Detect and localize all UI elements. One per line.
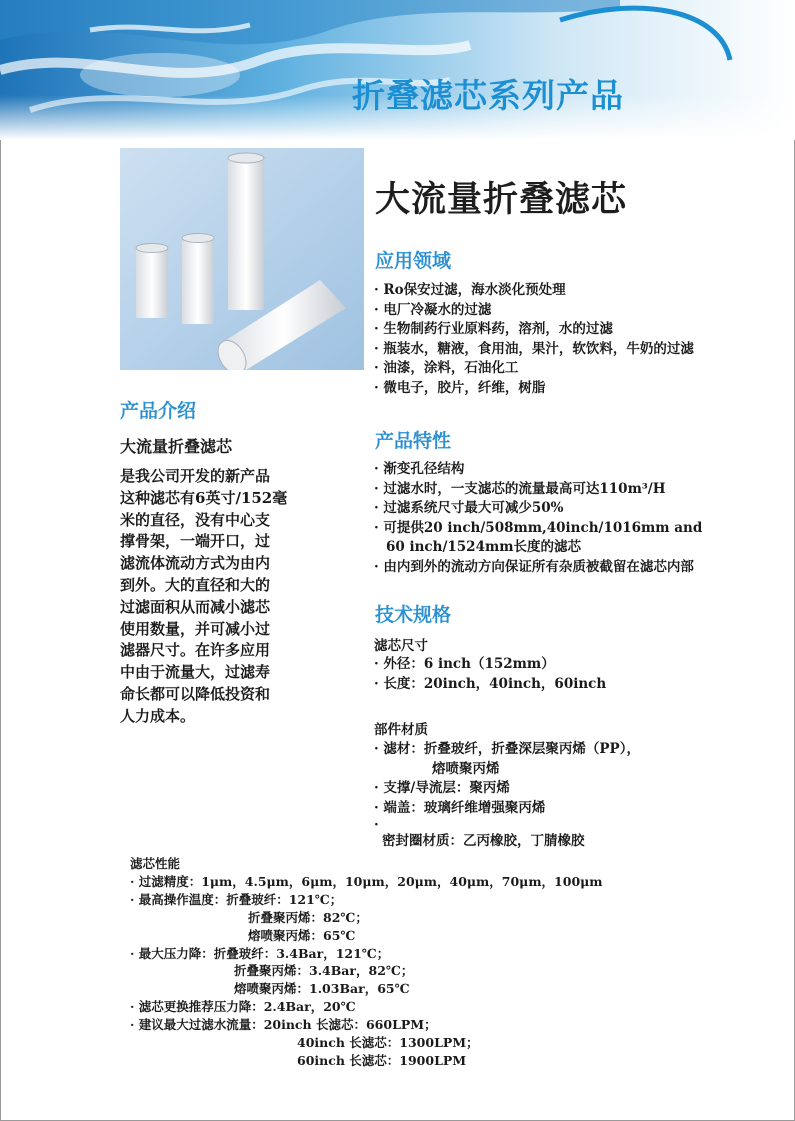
performance-heading: 滤芯性能 [130, 856, 181, 871]
size-heading: 滤芯尺寸 [374, 638, 428, 654]
intro-line: 滤流体流动方式为由内 [120, 554, 271, 573]
list-item: · 由内到外的流动方向保证所有杂质被截留在滤芯内部 [374, 558, 694, 575]
temp-row: · 最高操作温度：折叠玻纤：121℃； [130, 891, 343, 907]
product-title: 大流量折叠滤芯 [375, 179, 628, 220]
list-item: · 滤材：折叠玻纤，折叠深层聚丙烯（PP）， [374, 741, 640, 757]
material-heading: 部件材质 [374, 722, 428, 738]
filter-cartridge-medium-icon [182, 234, 214, 325]
performance-section [130, 855, 603, 1070]
temp-row: 熔喷聚丙烯：65℃ [248, 927, 356, 943]
list-item: · 瓶装水，糖液，食用油，果汁，软饮料，牛奶的过滤 [374, 340, 694, 357]
features-heading: 产品特性 [375, 430, 452, 452]
list-item: · 外径：6 inch（152mm） [374, 656, 555, 672]
list-item: 60 inch/1524mm长度的滤芯 [386, 539, 582, 555]
precision-row: · 过滤精度：1μm，4.5μm，6μm，10μm，20μm，40μm，70μm，100μm [130, 873, 603, 889]
brand-title: 折叠滤芯系列产品 [352, 76, 624, 115]
list-item: · 油漆，涂料，石油化工 [374, 360, 519, 376]
list-item: 密封圈材质：乙丙橡胶，丁腈橡胶 [382, 833, 585, 849]
list-item: · 过滤系统尺寸最大可减少50% [374, 500, 564, 516]
application-heading: 应用领域 [375, 250, 452, 272]
list-item: · 微电子，胶片，纤维，树脂 [374, 379, 546, 396]
intro-line: 滤器尺寸。在许多应用 [120, 641, 271, 660]
filter-cartridge-tall-icon [228, 153, 264, 310]
pressure-row: 熔喷聚丙烯：1.03Bar，65℃ [234, 981, 410, 997]
intro-line: 命长都可以降低投资和 [120, 684, 271, 703]
size-list [374, 655, 606, 694]
application-list [374, 281, 694, 398]
list-item: · Ro保安过滤，海水淡化预处理 [374, 282, 566, 298]
pressure-row: · 最大压力降：折叠玻纤：3.4Bar，121℃； [130, 945, 390, 961]
list-item: · 端盖：玻璃纤维增强聚丙烯 [374, 799, 546, 816]
list-item: · 支撑/导流层：聚丙烯 [374, 780, 510, 796]
intro-line: 到外。大的直径和大的 [120, 575, 271, 594]
list-item: · 渐变孔径结构 [374, 461, 465, 477]
flow-row: · 建议最大过滤水流量：20inch 长滤芯：660LPM； [130, 1017, 437, 1033]
change-row: · 滤芯更换推荐压力降：2.4Bar，20℃ [130, 999, 356, 1015]
intro-line: 人力成本。 [120, 706, 196, 725]
header-banner [0, 0, 795, 140]
list-item: · 电厂冷凝水的过滤 [374, 301, 492, 318]
intro-line: 使用数量，并可减小过 [120, 619, 271, 638]
temp-row: 折叠聚丙烯：82℃； [248, 909, 368, 925]
intro-line: 这种滤芯有6英寸/152毫 [120, 488, 288, 507]
flow-row: 40inch 长滤芯：1300LPM； [297, 1035, 479, 1051]
intro-line: 米的直径，没有中心支 [120, 510, 271, 529]
intro-body [120, 466, 300, 728]
specs-heading: 技术规格 [375, 604, 452, 626]
intro-heading: 产品介绍 [120, 400, 197, 422]
list-item: · [374, 817, 379, 833]
intro-line: 撑骨架，一端开口，过 [120, 532, 271, 551]
intro-line: 过滤面积从而减小滤芯 [120, 597, 271, 616]
intro-line: 是我公司开发的新产品 [120, 467, 271, 485]
flow-row: 60inch 长滤芯：1900LPM [297, 1052, 467, 1068]
product-photo [120, 148, 364, 370]
list-item: · 过滤水时，一支滤芯的流量最高可达110m³/H [374, 480, 666, 497]
material-list [374, 740, 640, 852]
intro-line: 中由于流量大，过滤寿 [120, 663, 271, 682]
list-item: · 可提供20 inch/508mm,40inch/1016mm and [374, 519, 703, 536]
list-item: 熔喷聚丙烯 [432, 760, 500, 777]
intro-subtitle: 大流量折叠滤芯 [120, 437, 233, 456]
list-item: · 长度：20inch，40inch，60inch [374, 675, 607, 692]
list-item: · 生物制药行业原料药，溶剂，水的过滤 [374, 321, 613, 337]
features-list [374, 460, 702, 577]
filter-cartridge-short-icon [136, 244, 168, 319]
pressure-row: 折叠聚丙烯：3.4Bar，82℃； [234, 963, 414, 979]
